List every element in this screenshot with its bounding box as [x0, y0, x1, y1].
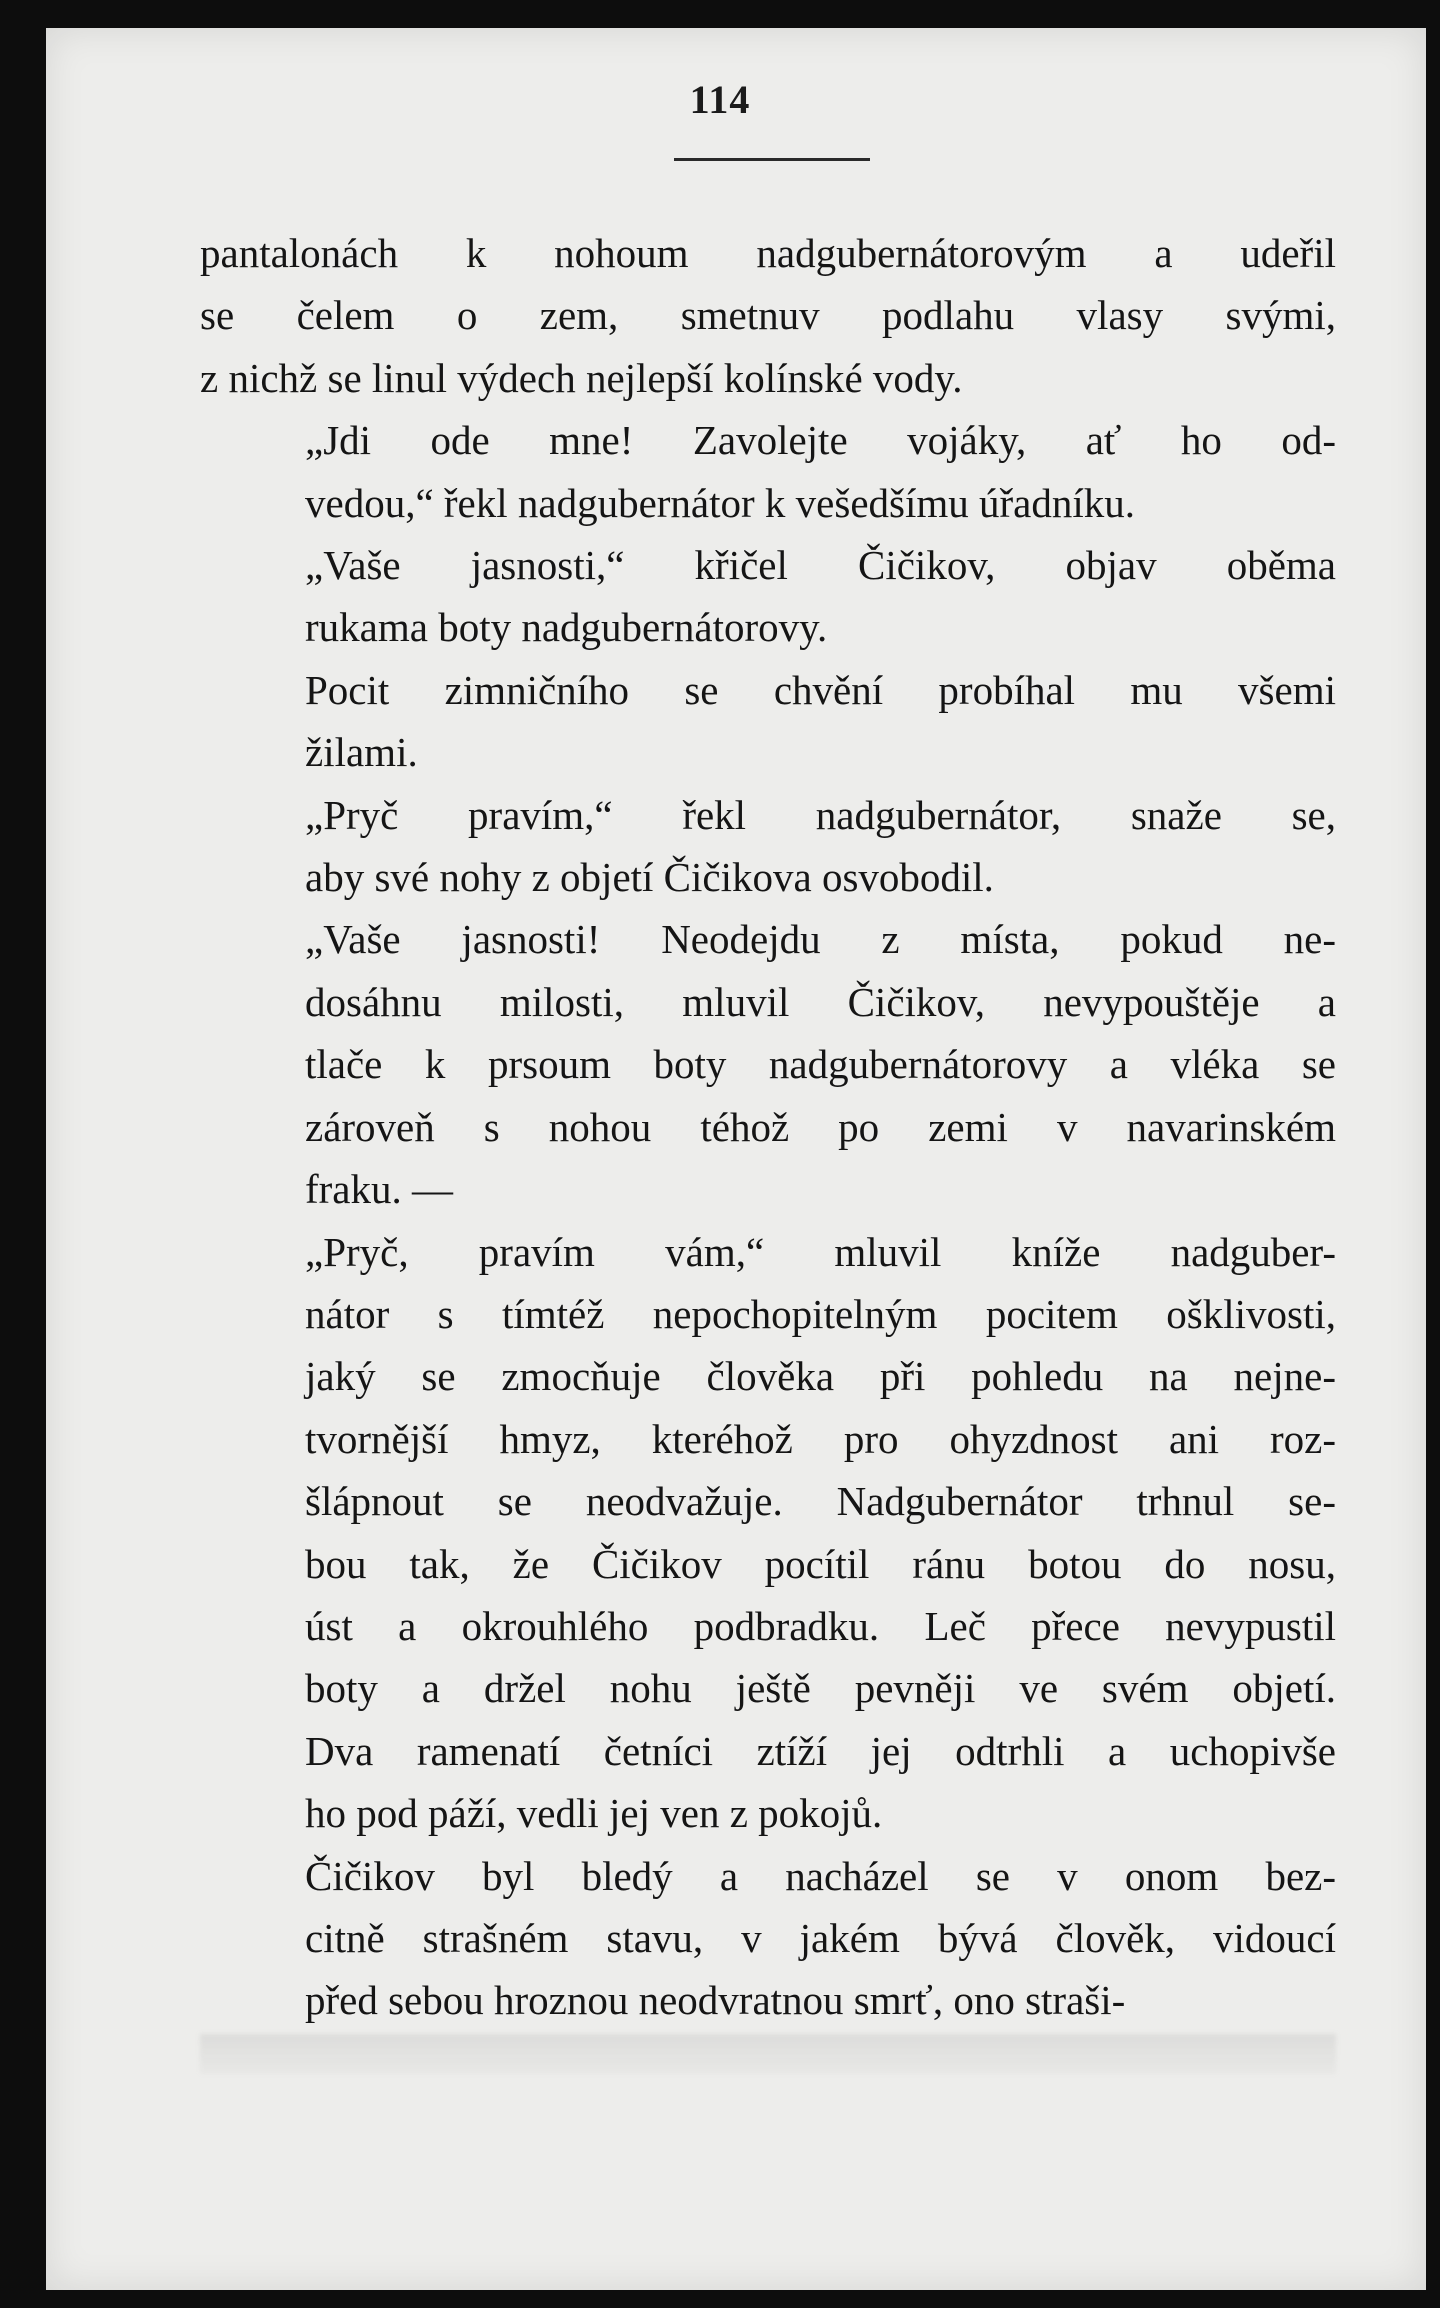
paragraph: [200, 659, 1336, 784]
text-line: pantalonách k nohoum nadgubernátorovým a udeřil: [200, 230, 1336, 276]
text-line: nátor s tímtéž nepochopitelným pocitem ošklivosti,: [305, 1290, 1336, 1337]
header-rule: [674, 158, 870, 161]
text-line: zároveň s nohou téhož po zemi v navarinském: [305, 1103, 1336, 1150]
text-line: Dva ramenatí četníci ztíží jej odtrhli a uchopivše: [305, 1727, 1336, 1774]
paragraph: [200, 222, 1336, 409]
text-line: se čelem o zem, smetnuv podlahu vlasy svými,: [200, 292, 1336, 339]
text-line: šlápnout se neodvažuje. Nadgubernátor trhnul se-: [305, 1478, 1336, 1525]
text-line: tlače k prsoum boty nadgubernátorovy a vléka se: [305, 1041, 1336, 1088]
paragraph: [200, 1845, 1336, 2032]
paragraph: [200, 1221, 1336, 1845]
text-line: dosáhnu milosti, mluvil Čičikov, nevypouštěje a: [305, 978, 1336, 1025]
text-line: před sebou hroznou neodvratnou smrť, ono straši-: [305, 1977, 1126, 2024]
text-line: „Jdi ode mne! Zavolejte vojáky, ať ho od-: [305, 417, 1336, 464]
bleed-through-line: [200, 2034, 1336, 2074]
paragraph: [200, 908, 1336, 1220]
text-line: „Pryč pravím,“ řekl nadgubernátor, snaže se,: [305, 791, 1336, 838]
text-line: bou tak, že Čičikov pocítil ránu botou do nosu,: [305, 1540, 1336, 1587]
text-line: úst a okrouhlého podbradku. Leč přece nevypustil: [305, 1602, 1336, 1649]
page-number: 114: [689, 77, 751, 122]
text-line: vedou,“ řekl nadgubernátor k vešedšímu úřadníku.: [305, 479, 1136, 526]
text-line: žilami.: [305, 729, 418, 776]
text-line: „Pryč, pravím vám,“ mluvil kníže nadguber-: [305, 1228, 1336, 1275]
body-text: [200, 222, 1336, 2032]
paragraph: [200, 409, 1336, 534]
text-line: jaký se zmocňuje člověka při pohledu na nejne-: [305, 1353, 1336, 1400]
text-line: Čičikov byl bledý a nacházel se v onom bez-: [305, 1852, 1336, 1899]
text-line: boty a držel nohu ještě pevněji ve svém objetí.: [305, 1665, 1336, 1712]
paragraph: [200, 784, 1336, 909]
text-line: Pocit zimničního se chvění probíhal mu všemi: [305, 666, 1336, 713]
text-line: aby své nohy z objetí Čičikova osvobodil.: [305, 854, 994, 901]
text-line: rukama boty nadgubernátorovy.: [305, 604, 828, 651]
text-line: „Vaše jasnosti,“ křičel Čičikov, objav oběma: [305, 542, 1336, 589]
text-line: fraku. —: [305, 1166, 454, 1213]
text-line: citně strašném stavu, v jakém bývá člověk, vidoucí: [305, 1914, 1336, 1961]
text-line: tvornější hmyz, kteréhož pro ohyzdnost ani roz-: [305, 1415, 1336, 1462]
text-line: ho pod páží, vedli jej ven z pokojů.: [305, 1790, 883, 1837]
text-line: z nichž se linul výdech nejlepší kolínské vody.: [200, 354, 963, 401]
text-line: „Vaše jasnosti! Neodejdu z místa, pokud ne-: [305, 916, 1336, 963]
paragraph: [200, 534, 1336, 659]
